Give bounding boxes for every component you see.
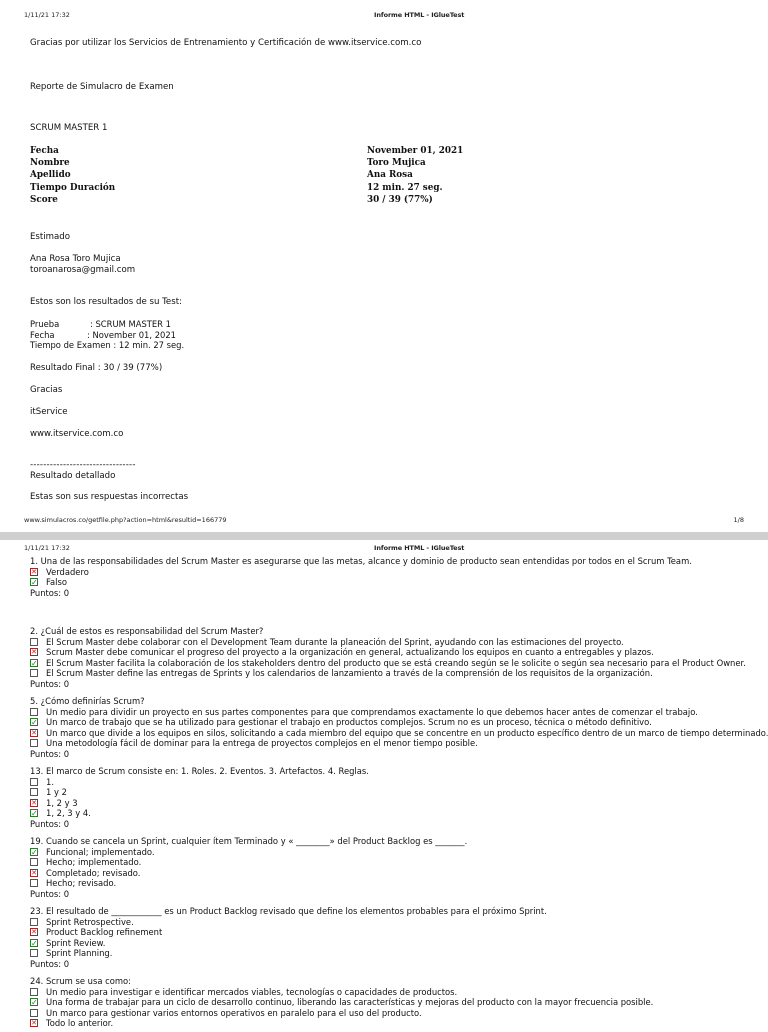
info-row-duration	[30, 182, 550, 194]
empty-checkbox-icon	[30, 788, 38, 796]
question-text: 13. El marco de Scrum consiste en: 1. Roles. 2. Eventos. 3. Artefactos. 4. Reglas.	[30, 766, 369, 776]
info-label: Nombre	[30, 158, 70, 169]
answer-text: Sprint Review.	[46, 937, 106, 948]
question-points: Puntos: 0	[30, 888, 70, 899]
summary-row	[30, 319, 184, 330]
thanks: Gracias	[30, 385, 63, 395]
summary-label: Fecha	[30, 329, 55, 340]
answer-text: 1, 2 y 3	[46, 797, 78, 808]
divider-dashes: --------------------------------	[30, 460, 136, 470]
wrong-cross-icon: ✕	[31, 1019, 37, 1028]
header-title: Informe HTML - IGlueTest	[374, 11, 465, 19]
summary-row	[30, 340, 184, 351]
answer-option	[30, 948, 750, 959]
incorrect-intro: Estas son sus respuestas incorrectas	[30, 492, 189, 502]
summary-label: Prueba	[30, 319, 60, 329]
answer-option	[30, 658, 750, 669]
answer-option	[30, 938, 750, 949]
answer-text: Product Backlog refinement	[46, 927, 163, 938]
info-value: November 01, 2021	[367, 146, 464, 156]
page-separator	[0, 532, 768, 540]
question-block	[30, 976, 750, 1029]
question-text: 1. Una de las responsabilidades del Scrum Master es asegurarse que las metas, alcance y dominio de producto sean entendidas por todos en el Scrum Team.	[30, 556, 692, 566]
answer-option	[30, 868, 750, 879]
company-name: itService	[30, 407, 68, 417]
summary-block	[30, 319, 184, 351]
empty-checkbox-icon	[30, 879, 38, 887]
correct-check-icon: ✓	[31, 718, 38, 728]
answer-option	[30, 647, 750, 658]
question-text: 23. El resultado de ____________ es un Product Backlog revisado que define los elementos probables para el próximo Sprint.	[30, 906, 547, 916]
answer-text: El Scrum Master facilita la colaboración de los stakeholders dentro del producto que se está creando según se le solicite o según sea necesario para el Product Owner.	[46, 657, 746, 668]
empty-checkbox-icon	[30, 988, 38, 996]
header-date: 1/11/21 17:32	[24, 11, 70, 19]
info-label: Apellido	[30, 170, 71, 181]
answer-text: Hecho; revisado.	[46, 878, 117, 889]
question-points: Puntos: 0	[30, 958, 70, 969]
info-row-name	[30, 157, 550, 169]
answer-text: Sprint Retrospective.	[46, 916, 134, 927]
answer-option	[30, 927, 750, 938]
answer-option	[30, 798, 750, 809]
answer-option	[30, 1008, 750, 1019]
answer-option	[30, 787, 750, 798]
info-row-score	[30, 194, 550, 206]
empty-checkbox-icon	[30, 638, 38, 646]
answer-text: Funcional; implementado.	[46, 846, 155, 857]
info-value: 12 min. 27 seg.	[367, 182, 443, 193]
question-block	[30, 626, 750, 690]
answer-text: Un marco que divide a los equipos en silos, solicitando a cada miembro del equipo que se concentre en un producto específico dentro de un marco de tiempo determinado.	[46, 727, 768, 738]
greeting: Estimado	[30, 232, 71, 242]
page-header	[24, 544, 744, 556]
summary-label: Tiempo de Examen	[30, 340, 111, 351]
question-points: Puntos: 0	[30, 678, 70, 689]
info-label: Score	[30, 194, 58, 205]
question-text: 5. ¿Cómo definirías Scrum?	[30, 696, 145, 706]
empty-checkbox-icon	[30, 1009, 38, 1017]
question-block	[30, 766, 750, 830]
footer-url: www.simulacros.co/getfile.php?action=html&resultid=166779	[24, 516, 227, 524]
answer-text: Un marco de trabajo que se ha utilizado para gestionar el trabajo en productos complejos. Scrum no es un proceso, técnica o método definitivo.	[46, 717, 652, 728]
question-block	[30, 836, 750, 900]
answer-text: Una metodología fácil de dominar para la entrega de proyectos complejos en el menor tiempo posible.	[46, 738, 478, 749]
wrong-cross-icon: ✕	[31, 798, 37, 807]
answer-option	[30, 777, 750, 788]
answer-option	[30, 577, 750, 588]
detailed-heading: Resultado detallado	[30, 471, 116, 481]
email: toroanarosa@gmail.com	[30, 265, 136, 275]
page-header	[24, 11, 744, 23]
exam-name: SCRUM MASTER 1	[30, 123, 108, 133]
answer-text: El Scrum Master define las entregas de Sprints y los calendarios de lanzamiento a través de la comprensión de los requisitos de la organización.	[46, 668, 653, 679]
report-title: Reporte de Simulacro de Examen	[30, 82, 174, 92]
correct-check-icon: ✓	[31, 998, 38, 1008]
empty-checkbox-icon	[30, 669, 38, 677]
website-link[interactable]: www.itservice.com.co	[30, 429, 124, 439]
correct-check-icon: ✓	[31, 658, 38, 668]
report-page-2	[0, 540, 768, 1032]
intro-text: Gracias por utilizar los Servicios de Entrenamiento y Certificación de www.itservice.com.co	[30, 38, 422, 48]
wrong-cross-icon: ✕	[31, 648, 37, 657]
header-date: 1/11/21 17:32	[24, 544, 70, 552]
info-row-date	[30, 145, 550, 157]
answer-text: Un marco para gestionar varios entornos operativos en paralelo para el uso del producto.	[46, 1007, 422, 1018]
final-result: Resultado Final : 30 / 39 (77%)	[30, 363, 163, 373]
results-intro: Estos son los resultados de su Test:	[30, 297, 182, 307]
answer-text: El Scrum Master debe colaborar con el Development Team durante la planeación del Sprint, ayudando con las estimaciones del proyecto.	[46, 636, 624, 647]
page-footer	[24, 516, 744, 524]
question-block	[30, 906, 750, 970]
question-text: 2. ¿Cuál de estos es responsabilidad del Scrum Master?	[30, 626, 264, 636]
answer-text: Todo lo anterior.	[46, 1018, 114, 1029]
wrong-cross-icon: ✕	[31, 868, 37, 877]
question-text: 19. Cuando se cancela un Sprint, cualquier ítem Terminado y « ________» del Product Backlog es _______.	[30, 836, 468, 846]
answer-option	[30, 917, 750, 928]
question-points: Puntos: 0	[30, 818, 70, 829]
info-value: Toro Mujica	[367, 158, 426, 169]
correct-check-icon: ✓	[31, 578, 38, 588]
info-label: Tiempo Duración	[30, 182, 116, 193]
summary-row	[30, 330, 184, 341]
empty-checkbox-icon	[30, 778, 38, 786]
empty-checkbox-icon	[30, 918, 38, 926]
empty-checkbox-icon	[30, 739, 38, 747]
answer-option	[30, 567, 750, 578]
exam-info-table	[30, 145, 550, 206]
info-label: Fecha	[30, 146, 59, 156]
answer-option	[30, 878, 750, 889]
question-block	[30, 696, 768, 760]
answer-text: Verdadero	[46, 566, 89, 577]
answer-text: Sprint Planning.	[46, 948, 113, 959]
info-value: Ana Rosa	[367, 170, 413, 181]
question-block	[30, 556, 750, 598]
summary-value: : 12 min. 27 seg.	[113, 340, 185, 351]
footer-page-number: 1/8	[733, 516, 744, 524]
summary-value: : November 01, 2021	[87, 329, 177, 340]
answer-text: 1 y 2	[46, 787, 67, 798]
answer-option	[30, 727, 768, 739]
person-name: Ana Rosa Toro Mujica	[30, 254, 121, 264]
answer-option	[30, 637, 750, 648]
wrong-cross-icon: ✕	[31, 567, 37, 576]
answer-option	[30, 717, 750, 728]
correct-check-icon: ✓	[31, 809, 38, 819]
empty-checkbox-icon	[30, 858, 38, 866]
answer-text: 1, 2, 3 y 4.	[46, 808, 91, 819]
answer-option	[30, 808, 750, 819]
answer-option	[30, 987, 750, 998]
header-title: Informe HTML - IGlueTest	[374, 544, 465, 552]
info-row-surname	[30, 169, 550, 181]
answer-text: 1.	[46, 776, 54, 787]
correct-check-icon: ✓	[31, 938, 38, 948]
wrong-cross-icon: ✕	[31, 928, 37, 937]
answer-text: Falso	[46, 577, 67, 588]
empty-checkbox-icon	[30, 708, 38, 716]
question-points: Puntos: 0	[30, 748, 70, 759]
answer-option	[30, 707, 750, 718]
answer-option	[30, 738, 750, 749]
answer-text: Un medio para investigar e identificar mercados viables, tecnologías o capacidades de productos.	[46, 986, 458, 997]
question-text: 24. Scrum se usa como:	[30, 976, 131, 986]
answer-text: Completado; revisado.	[46, 867, 141, 878]
answer-text: Hecho; implementado.	[46, 857, 142, 868]
info-value: 30 / 39 (77%)	[367, 194, 433, 205]
empty-checkbox-icon	[30, 949, 38, 957]
answer-text: Scrum Master debe comunicar el progreso del proyecto a la organización en general, actualizando los equipos en cuanto a entregables y plazos.	[46, 647, 654, 658]
answer-text: Una forma de trabajar para un ciclo de desarrollo continuo, liberando las características y mejoras del producto con la mayor frecuencia posible.	[46, 997, 654, 1008]
question-points: Puntos: 0	[30, 587, 70, 598]
answer-option	[30, 847, 750, 858]
answer-option	[30, 997, 750, 1008]
correct-check-icon: ✓	[31, 847, 38, 857]
answer-option	[30, 857, 750, 868]
answer-option	[30, 668, 750, 679]
wrong-cross-icon: ✕	[31, 728, 37, 737]
summary-value: : SCRUM MASTER 1	[90, 319, 171, 329]
answer-text: Un medio para dividir un proyecto en sus partes componentes para que comprendamos exactamente lo que debemos hacer antes de comenzar el trabajo.	[46, 706, 698, 717]
